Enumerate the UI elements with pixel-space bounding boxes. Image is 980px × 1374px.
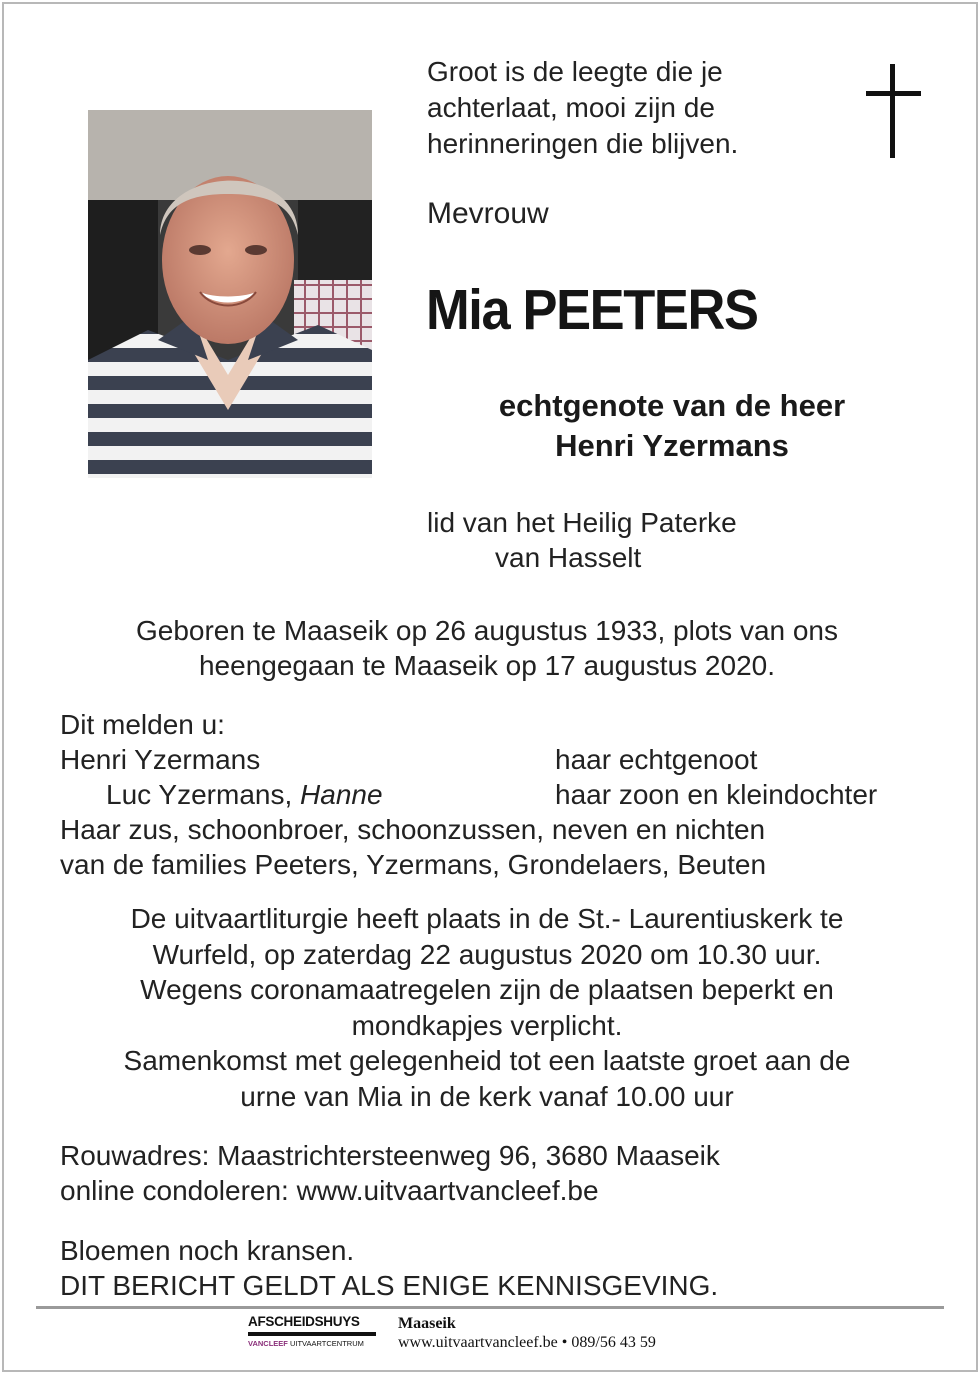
membership-line-2: van Hasselt (495, 542, 642, 573)
liturgy-line: mondkapjes verplicht. (351, 1009, 623, 1041)
contact-block (60, 1138, 940, 1208)
footer-contact-info[interactable]: www.uitvaartvancleef.be • 089/56 43 59 (398, 1334, 656, 1351)
liturgy-line: Wegens coronamaatregelen zijn de plaatsen beperkt en (140, 974, 834, 1006)
family-relation: haar zoon en kleindochter (555, 779, 878, 810)
partner-name: Hanne (300, 779, 383, 810)
spouse-line-2: Henri Yzermans (555, 428, 789, 463)
memorial-quote (427, 54, 847, 162)
liturgy-line: urne van Mia in de kerk vanaf 10.00 uur (240, 1080, 734, 1112)
logo-sub-right: UITVAARTCENTRUM (289, 1339, 364, 1348)
liturgy-line: De uitvaartliturgie heeft plaats in de St.- Laurentiuskerk te (130, 903, 844, 934)
funeral-liturgy (40, 901, 934, 1115)
family-row (60, 777, 940, 812)
logo-sub-left: VANCLEEF (248, 1339, 288, 1348)
quote-line: achterlaat, mooi zijn de (427, 92, 715, 123)
family-member-name: Luc Yzermans, Hanne (106, 779, 383, 810)
spouse-line-1: echtgenote van de heer (498, 388, 846, 423)
closing-line-2: DIT BERICHT GELDT ALS ENIGE KENNISGEVING. (60, 1270, 719, 1301)
portrait-photo (88, 110, 372, 478)
online-condolence[interactable]: online condoleren: www.uitvaartvancleef.be (60, 1175, 599, 1206)
extended-family-line-1: Haar zus, schoonbroer, schoonzussen, neven en nichten (60, 814, 766, 845)
honorific: Mevrouw (427, 197, 549, 230)
born-line-2: heengegaan te Maaseik op 17 augustus 2020. (198, 650, 775, 681)
quote-line: herinneringen die blijven. (427, 128, 739, 159)
membership-line-1: lid van het Heilig Paterke (427, 507, 737, 538)
mourning-address: Rouwadres: Maastrichtersteenweg 96, 3680 Maaseik (60, 1140, 720, 1171)
membership-block (427, 505, 827, 575)
family-member-name: Henri Yzermans (60, 744, 261, 775)
quote-line: Groot is de leegte die je (427, 56, 723, 87)
family-relation: haar echtgenoot (555, 744, 758, 775)
deceased-name: Mia PEETERS (426, 278, 758, 342)
birth-death-statement (40, 613, 934, 683)
announcement-intro: Dit melden u: (60, 709, 225, 740)
liturgy-line: Wurfeld, op zaterdag 22 augustus 2020 om 10.30 uur. (152, 938, 822, 970)
portrait-illustration (88, 110, 372, 478)
cross-icon (866, 64, 922, 160)
closing-block (60, 1233, 940, 1303)
footer-location: Maaseik (398, 1315, 456, 1332)
born-line-1: Geboren te Maaseik op 26 augustus 1933, plots van ons (135, 615, 839, 646)
footer-divider (36, 1306, 944, 1309)
extended-family-line-2: van de families Peeters, Yzermans, Grondelaers, Beuten (60, 849, 767, 880)
funeral-home-logo (248, 1315, 378, 1355)
family-row (60, 742, 940, 777)
liturgy-line: Samenkomst met gelegenheid tot een laatste groet aan de (123, 1045, 851, 1077)
logo-brand: AFSCHEIDSHUYS (248, 1314, 360, 1329)
closing-line-1: Bloemen noch kransen. (60, 1235, 355, 1266)
spouse-block (440, 386, 904, 466)
announcement-block (60, 707, 940, 882)
